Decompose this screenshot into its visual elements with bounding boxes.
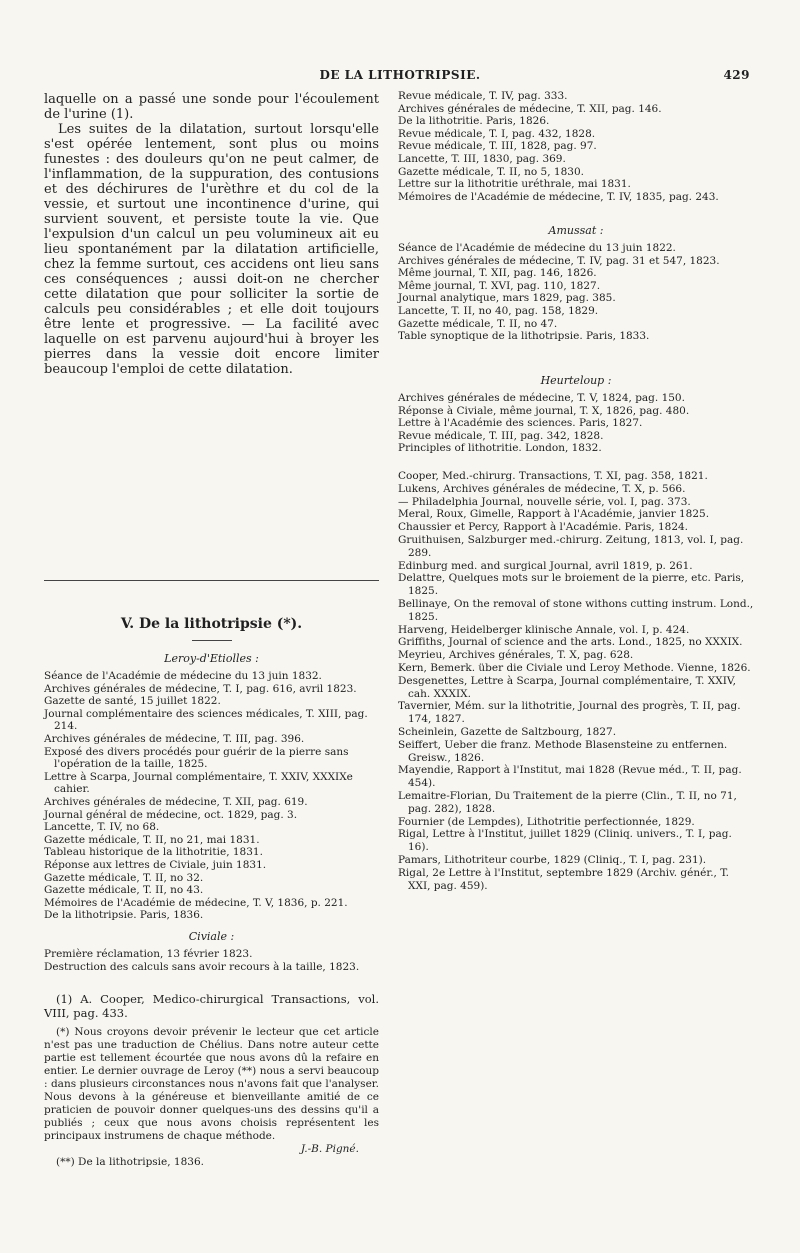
reference-item: Gazette de santé, 15 juillet 1822. [44, 695, 221, 708]
reference-item: Chaussier et Percy, Rapport à l'Académie. Paris, 1824. [398, 521, 689, 534]
reference-item: Gazette médicale, T. II, no 21, mai 1831. [44, 833, 260, 846]
reference-list [398, 470, 754, 892]
reference-item: Même journal, T. XII, pag. 146, 1826. [398, 267, 597, 280]
reference-item: Kern, Bemerk. über die Civiale und Leroy Methode. Vienne, 1826. [398, 661, 751, 674]
reference-item: Mémoires de l'Académie de médecine, T. IV, 1835, pag. 243. [398, 190, 719, 203]
reference-item: Tableau historique de la lithotritie, 1831. [44, 846, 263, 859]
reference-item: Rigal, 2e Lettre à l'Institut, septembre 1829 (Archiv. génér., T. XXI, pag. 459). [398, 866, 730, 892]
section-title: V. De la lithotripsie (*). [120, 616, 303, 632]
reference-item: Séance de l'Académie de médecine du 13 juin 1822. [398, 242, 676, 254]
reference-item: Réponse aux lettres de Civiale, juin 1831. [44, 858, 267, 871]
reference-item: Meyrieu, Archives générales, T. X, pag. 628. [398, 649, 634, 662]
reference-item: Revue médicale, T. I, pag. 432, 1828. [398, 127, 596, 140]
author-heading: Leroy-d'Etiolles : [164, 652, 259, 665]
body-paragraph: Les suites de la dilatation, surtout lorsqu'elle s'est opérée lentement, sont plus ou moins funestes : des douleurs qu'on ne peut calmer, de l'inflammation, de la suppuration, des contusions et des déchirures de l'urèthre et du col de la vessie, et surtout une incontinence d'urine, qui survient souvent, et persiste toute la vie. Que l'expulsion d'un calcul un peu volumineux ait eu lieu spontanément par la dilatation artificielle, chez la femme surtout, ces accidens ont lieu sans ces conséquences ; aussi doit-on ne chercher cette dilatation que pour solliciter la sortie de calculs peu considérables ; et elle doit toujours être lente et progressive. — La facilité avec laquelle on est parvenu aujourd'hui à broyer les pierres dans la vessie doit encore limiter beaucoup l'emploi de cette dilatation. [44, 122, 379, 377]
running-title: DE LA LITHOTRIPSIE. [319, 68, 481, 82]
reference-item: Griffiths, Journal of science and the arts. Lond., 1825, no XXXIX. [398, 636, 743, 649]
reference-item: Meral, Roux, Gimelle, Rapport à l'Académie, janvier 1825. [398, 508, 710, 521]
reference-item: Archives générales de médecine, T. I, pag. 616, avril 1823. [44, 682, 357, 695]
reference-item: Exposé des divers procédés pour guérir de la pierre sans l'opération de la taille, 1825. [44, 745, 349, 771]
reference-item: Réponse à Civiale, même journal, T. X, 1826, pag. 480. [398, 404, 690, 417]
reference-item: Mémoires de l'Académie de médecine, T. V, 1836, p. 221. [44, 896, 348, 909]
reference-item: De la lithotripsie. Paris, 1836. [44, 909, 204, 922]
footnotes [44, 992, 379, 1169]
reference-item: Desgenettes, Lettre à Scarpa, Journal complémentaire, T. XXIV, cah. XXXIX. [398, 674, 736, 700]
reference-item: Revue médicale, T. IV, pag. 333. [398, 90, 568, 102]
reference-item: Tavernier, Mém. sur la lithotritie, Journal des progrès, T. II, pag. 174, 1827. [398, 700, 741, 726]
page-header [0, 68, 800, 86]
reference-item: De la lithotritie. Paris, 1826. [398, 115, 550, 128]
reference-list [398, 90, 754, 203]
reference-item: Gruithuisen, Salzburger med.-chirurg. Zeitung, 1813, vol. I, pag. 289. [398, 533, 744, 559]
reference-list [398, 392, 754, 455]
author-heading: Civiale : [188, 930, 235, 943]
reference-item: Même journal, T. XVI, pag. 110, 1827. [398, 279, 601, 292]
reference-item: Journal général de médecine, oct. 1829, pag. 3. [44, 808, 298, 821]
reference-item: Scheinlein, Gazette de Saltzbourg, 1827. [398, 725, 617, 738]
reference-item: Lettre à l'Académie des sciences. Paris, 1827. [398, 417, 643, 430]
reference-item: Gazette médicale, T. II, no 32. [44, 871, 204, 884]
reference-item: Lancette, T. IV, no 68. [44, 821, 160, 834]
reference-item: Pamars, Lithotriteur courbe, 1829 (Cliniq., T. I, pag. 231). [398, 853, 707, 866]
reference-item: Gazette médicale, T. II, no 43. [44, 884, 204, 897]
reference-item: Lukens, Archives générales de médecine, T. X, p. 566. [398, 482, 686, 495]
reference-item: Lemaitre-Florian, Du Traitement de la pierre (Clin., T. II, no 71, pag. 282), 1828. [398, 789, 737, 815]
reference-item: Cooper, Med.-chirurg. Transactions, T. XI, pag. 358, 1821. [398, 470, 708, 482]
reference-item: Première réclamation, 13 février 1823. [44, 948, 253, 960]
reference-item: Delattre, Quelques mots sur le broiement de la pierre, etc. Paris, 1825. [398, 572, 745, 598]
reference-item: Principles of lithotritie. London, 1832. [398, 442, 602, 455]
reference-item: Fournier (de Lempdes), Lithotritie perfectionnée, 1829. [398, 815, 695, 828]
reference-item: Revue médicale, T. III, pag. 342, 1828. [398, 429, 604, 442]
reference-item: Bellinaye, On the removal of stone withons cutting instrum. Lond., 1825. [398, 597, 754, 623]
reference-item: Archives générales de médecine, T. XII, pag. 146. [398, 102, 662, 115]
reference-list [398, 242, 754, 343]
reference-item: Séance de l'Académie de médecine du 13 juin 1832. [44, 670, 322, 682]
page-number: 429 [723, 68, 750, 82]
reference-item: Seiffert, Ueber die franz. Methode Blasensteine zu entfernen. Greisw., 1826. [398, 738, 728, 764]
author-heading: Heurteloup : [540, 374, 612, 387]
reference-item: — Philadelphia Journal, nouvelle série, vol. I, pag. 373. [398, 495, 691, 508]
reference-item: Lancette, T. III, 1830, pag. 369. [398, 152, 566, 165]
author-heading: Amussat : [548, 224, 604, 237]
reference-item: Revue médicale, T. III, 1828, pag. 97. [398, 140, 597, 153]
body-text [44, 92, 379, 377]
reference-list [44, 948, 379, 973]
signature: J.-B. Pigné. [300, 1143, 359, 1155]
body-paragraph: laquelle on a passé une sonde pour l'écoulement de l'urine (1). [44, 92, 379, 122]
title-rule [192, 640, 232, 641]
reference-item: Archives générales de médecine, T. XII, pag. 619. [44, 795, 308, 808]
reference-item: Journal analytique, mars 1829, pag. 385. [398, 292, 616, 305]
reference-item: Rigal, Lettre à l'Institut, juillet 1829 (Cliniq. univers., T. I, pag. 16). [398, 828, 732, 854]
reference-item: Edinburg med. and surgical Journal, avril 1819, p. 261. [398, 559, 693, 572]
reference-item: Archives générales de médecine, T. IV, pag. 31 et 547, 1823. [398, 254, 720, 267]
reference-item: Lettre à Scarpa, Journal complémentaire, T. XXIV, XXXIXe cahier. [44, 770, 353, 796]
reference-item: Gazette médicale, T. II, no 5, 1830. [398, 165, 584, 178]
reference-item: Table synoptique de la lithotripsie. Paris, 1833. [398, 330, 650, 343]
reference-list [44, 670, 379, 922]
reference-item: Lancette, T. II, no 40, pag. 158, 1829. [398, 304, 599, 317]
reference-item: Archives générales de médecine, T. V, 1824, pag. 150. [398, 392, 685, 404]
reference-item: Mayendie, Rapport à l'Institut, mai 1828 (Revue méd., T. II, pag. 454). [398, 764, 742, 790]
reference-item: Lettre sur la lithotritie uréthrale, mai 1831. [398, 178, 631, 191]
section-rule [44, 580, 379, 581]
left-column [44, 92, 379, 1168]
footnote: (1) A. Cooper, Medico-chirurgical Transactions, vol. VIII, pag. 433. [44, 992, 379, 1020]
reference-item: Archives générales de médecine, T. III, pag. 396. [44, 732, 305, 745]
footnote: (**) De la lithotripsie, 1836. [56, 1156, 204, 1168]
reference-item: Destruction des calculs sans avoir recours à la taille, 1823. [44, 960, 360, 973]
reference-item: Harveng, Heidelberger klinische Annale, vol. I, p. 424. [398, 623, 690, 636]
footnote: (*) Nous croyons devoir prévenir le lecteur que cet article n'est pas une traduction de Chélius. Dans notre auteur cette partie est tellement écourtée que nous avons dû la refaire en entier. Le dernier ouvrage de Leroy (**) nous a servi beaucoup : dans plusieurs circonstances nous n'avons fait que l'analyser. Nous devons à la généreuse et bienveillante amitié de ce praticien de pouvoir donner quelques-uns des dessins qu'il a publiés ; ceux que nous avons choisis représentent les principaux instrumens de chaque méthode. [44, 1026, 379, 1142]
reference-item: Gazette médicale, T. II, no 47. [398, 317, 558, 330]
reference-item: Journal complémentaire des sciences médicales, T. XIII, pag. 214. [44, 707, 368, 733]
